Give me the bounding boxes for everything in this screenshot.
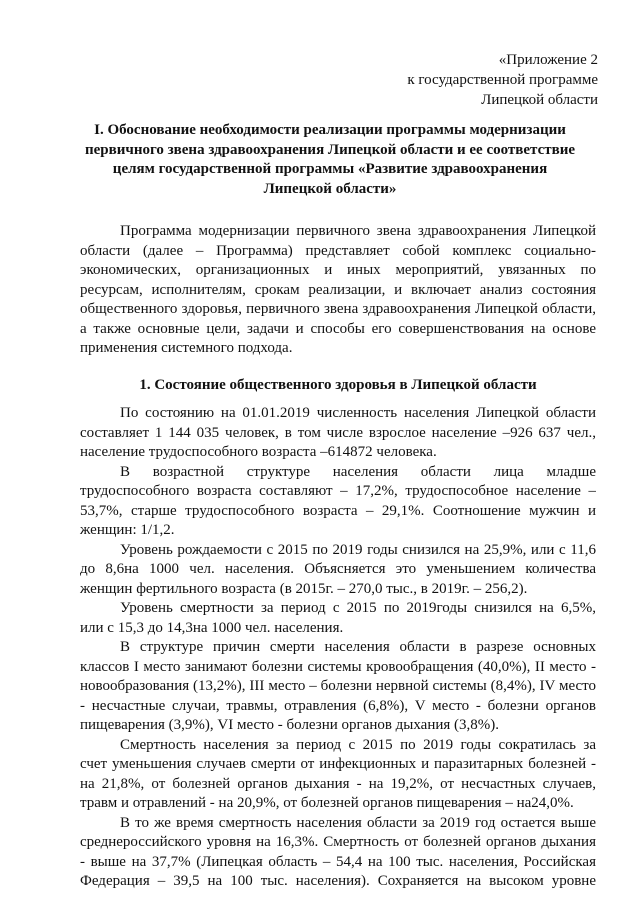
intro-line: экономических, организационных и иных мероприятий, увязанных по: [80, 262, 596, 278]
paragraph-line: Уровень рождаемости с 2015 по 2019 годы снизился на 25,9%, или с 11,6: [120, 541, 596, 558]
paragraph-line: женщин фертильного возраста (в 2015г. – 270,0 тыс., в 2019г. – 256,2).: [80, 580, 528, 597]
title-line: первичного звена здравоохранения Липецкой области и ее соответствие: [84, 141, 576, 158]
paragraph-line: Смертность населения за период с 2015 по 2019 годы сократилась за: [120, 736, 596, 753]
document-title: [80, 121, 580, 199]
intro-line: ресурсам, исполнителям, срокам реализации, и включает анализ состояния: [80, 281, 596, 298]
section-heading: 1. Состояние общественного здоровья в Липецкой области: [139, 377, 537, 393]
appendix-line: «Приложение 2: [498, 52, 598, 68]
paragraph-line: - несчастные случаи, травмы, отравления (6,8%), V место - болезни органов: [80, 697, 596, 714]
paragraph-line: В то же время смертность населения области за 2019 год остается выше: [120, 814, 596, 831]
paragraph-line: классов I место занимают болезни системы кровообращения (40,0%), II место -: [80, 658, 596, 675]
intro-paragraph: [80, 222, 596, 359]
paragraph-line: Федерация – 39,5 на 100 тыс. населения). Сохраняется на высоком уровне: [80, 873, 596, 889]
paragraph-line: на 21,8%, от болезней органов дыхания - на 19,2%, от несчастных случаев,: [80, 775, 596, 792]
paragraph-line: В возрастной структуре населения области лица младше: [120, 463, 596, 480]
appendix-line: Липецкой области: [481, 92, 598, 108]
paragraph-line: трудоспособного возраста составляют – 17,2%, трудоспособное население –: [80, 483, 596, 499]
paragraph-line: женщин: 1/1,2.: [80, 522, 175, 538]
paragraph-line: новообразования (13,2%), III место – болезни нервной системы (8,4%), IV место: [80, 678, 596, 694]
paragraph-line: В структуре причин смерти населения области в разрезе основных: [120, 639, 596, 655]
paragraph-line: - выше на 37,7% (Липецкая область – 54,4 на 100 тыс. населения, Российская: [80, 853, 596, 870]
title-line: I. Обоснование необходимости реализации программы модернизации: [94, 122, 566, 138]
paragraph-line: Уровень смертности за период с 2015 по 2019годы снизился на 6,5%,: [120, 600, 596, 616]
paragraph-line: 53,7%, старше трудоспособного возраста – 29,1%. Соотношение мужчин и: [80, 502, 596, 519]
section-body: [80, 404, 596, 892]
intro-line: а также основные цели, задачи и способы его совершенствования на основе: [80, 320, 596, 337]
paragraph-line: пищеварения (3,9%), VI место - болезни органов дыхания (3,8%).: [80, 717, 500, 733]
appendix-line: к государственной программе: [407, 72, 598, 88]
paragraph-line: травм и отравлений - на 20,9%, от болезней органов пищеварения – на24,0%.: [80, 795, 574, 811]
title-line: целям государственной программы «Развитие здравоохранения: [112, 161, 548, 177]
intro-line: Программа модернизации первичного звена здравоохранения Липецкой: [120, 223, 596, 239]
paragraph-line: или с 15,3 до 14,3на 1000 чел. населения.: [80, 619, 344, 636]
intro-line: области (далее – Программа) представляет собой комплекс социально-: [80, 242, 596, 259]
paragraph-line: составляет 1 144 035 человек, в том числе взрослое население –926 637 чел.,: [80, 424, 596, 441]
title-line: Липецкой области»: [263, 180, 397, 197]
paragraph-line: население трудоспособного возраста –614872 человека.: [80, 444, 437, 460]
paragraph-line: до 8,6на 1000 чел. населения. Объясняется это уменьшением количества: [80, 561, 596, 577]
appendix-note: [407, 50, 598, 110]
intro-line: применения системного подхода.: [80, 340, 293, 356]
intro-line: общественного здоровья, первичного звена здравоохранения Липецкой области,: [80, 301, 596, 317]
paragraph-line: По состоянию на 01.01.2019 численность населения Липецкой области: [120, 405, 596, 421]
paragraph-line: среднероссийского уровня на 16,3%. Смертность от болезней органов дыхания: [80, 834, 596, 850]
paragraph-line: счет уменьшения случаев смерти от инфекционных и паразитарных болезней -: [80, 756, 596, 772]
